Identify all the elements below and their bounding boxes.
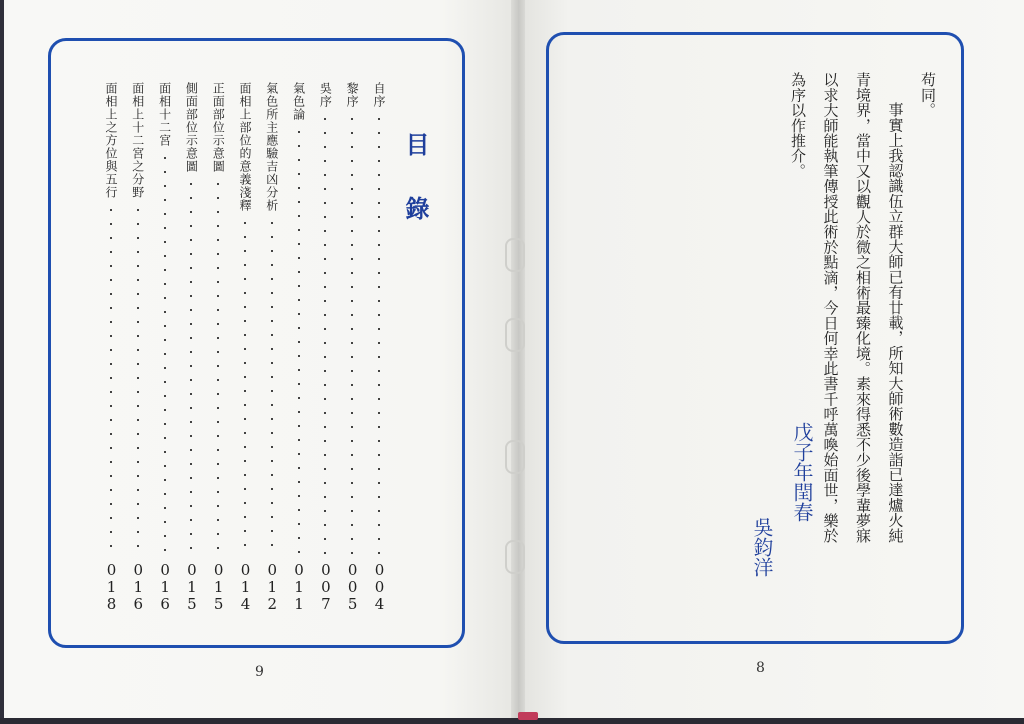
toc-leader-dots: [271, 216, 273, 557]
binding-stitch: [505, 440, 525, 474]
toc-leader-dots: [190, 177, 192, 557]
toc-entry-page: 004: [370, 561, 389, 612]
toc-entry-page: 015: [209, 561, 228, 612]
signature-author: 吳鈞洋: [750, 517, 774, 577]
preface-column: 青境界，當中又以觀人於微之相術最臻化境。素來得悉不少後學輩夢寐: [854, 72, 872, 544]
page-number-left: 9: [255, 664, 264, 680]
toc-entry-title: 面相上十二宮之分野: [130, 82, 145, 199]
toc-entry: [261, 82, 283, 612]
signature-date: 戊子年閏春: [790, 422, 814, 522]
toc-leader-dots: [137, 203, 139, 557]
toc-entry-title: 吳序: [318, 82, 333, 108]
toc-leader-dots: [164, 151, 166, 557]
toc-leader-dots: [324, 112, 326, 557]
toc-entry: [127, 82, 149, 612]
toc-entry-page: 005: [343, 561, 362, 612]
toc-entry-page: 007: [316, 561, 335, 612]
toc-leader-dots: [351, 112, 353, 557]
toc-entry-page: 012: [263, 561, 282, 612]
toc-entry-page: 016: [129, 561, 148, 612]
toc-entry-title: 面相上部位的意義淺釋: [237, 82, 252, 212]
toc-entry-title: 側面部位示意圖: [184, 82, 199, 173]
toc-leader-dots: [378, 112, 380, 557]
toc-entry: [180, 82, 202, 612]
toc-entry: [234, 82, 256, 612]
toc-entry-title: 黎序: [345, 82, 360, 108]
preface-column: 以求大師能執筆傳授此術於點滴，今日何幸此書千呼萬喚始面世，樂於: [821, 72, 840, 544]
page-number-right: 8: [756, 660, 765, 676]
toc-entry-page: 011: [290, 561, 309, 612]
toc-heading: 目錄: [401, 132, 430, 260]
binding-stitch: [505, 540, 525, 574]
toc-leader-dots: [217, 177, 219, 557]
toc-entry-page: 016: [156, 561, 175, 612]
toc-entry: [368, 82, 390, 612]
toc-entry-page: 018: [102, 561, 121, 612]
toc-entry-title: 氣色論: [291, 82, 306, 121]
preface-column: 事實上我認識伍立群大師已有廿載，所知大師術數造詣已達爐火純: [886, 102, 905, 543]
preface-column: 為序以作推介。: [789, 72, 807, 179]
toc-entry-title: 正面部位示意圖: [211, 82, 226, 173]
toc-entry-title: 氣色所主應驗吉凶分析: [264, 82, 279, 212]
toc-entry: [314, 82, 336, 612]
toc-leader-dots: [244, 216, 246, 557]
toc-entry-title: 面相上之方位與五行: [104, 82, 118, 199]
toc-entry-title: 自序: [371, 82, 386, 108]
toc-entry: [288, 82, 310, 612]
scan-edge: [0, 718, 1024, 724]
signature-block: [752, 422, 812, 622]
binding-stitch: [505, 318, 525, 352]
toc-entry: [154, 82, 176, 612]
binding-stitch: [505, 238, 525, 272]
toc-leader-dots: [110, 203, 112, 557]
book-gutter: [511, 0, 525, 718]
toc-entry: [100, 82, 122, 612]
toc-entry-page: 015: [182, 561, 201, 612]
toc-entry-title: 面相十二宮: [157, 82, 172, 147]
toc-list: [100, 82, 390, 612]
toc-leader-dots: [298, 125, 300, 557]
preface-column: 苟同。: [919, 72, 937, 118]
toc-entry: [341, 82, 363, 612]
bookmark-ribbon: [518, 712, 538, 720]
toc-entry-page: 014: [236, 561, 255, 612]
toc-entry: [207, 82, 229, 612]
